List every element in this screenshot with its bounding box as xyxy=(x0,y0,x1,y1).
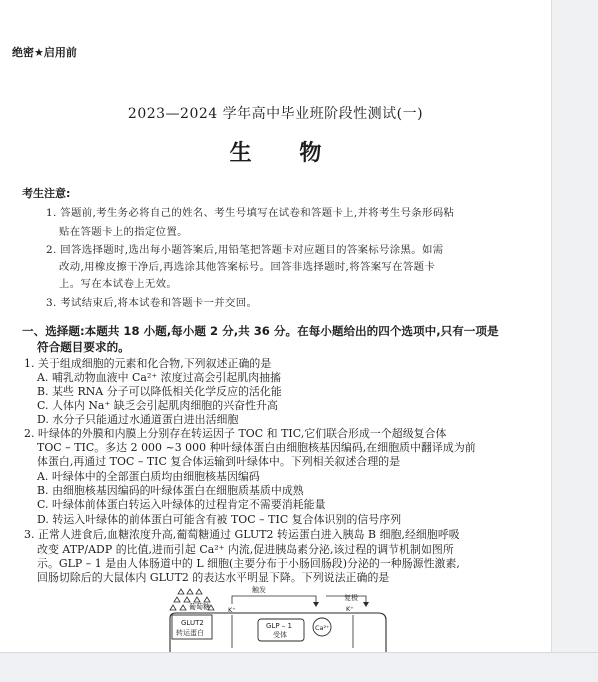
question-1-option-d: D. 水分子只能通过水通道蛋白进出活细胞 xyxy=(37,413,239,426)
viewer-bottom-bar xyxy=(0,652,598,682)
question-1-stem: 1. 关于组成细胞的元素和化合物,下列叙述正确的是 xyxy=(24,357,272,370)
notice-line: 上。写在本试卷上无效。 xyxy=(59,278,178,290)
restore-arrow-head xyxy=(363,602,369,607)
calcium-label: Ca²⁺ xyxy=(315,624,330,632)
question-3-stem: 3. 正常人进食后,血糖浓度升高,葡萄糖通过 GLUT2 转运蛋白进入胰岛 B 细胞,经细胞呼吸 xyxy=(24,528,460,541)
transporter-label: 转运蛋白 xyxy=(176,629,204,637)
section-heading-cont: 符合题目要求的。 xyxy=(37,340,130,354)
k-ion-label: K⁺ xyxy=(228,606,236,614)
notice-line: 改动,用橡皮擦干净后,再选涂其他答案标号。回答非选择题时,将答案写在答题卡 xyxy=(59,261,436,273)
question-3-stem: 改变 ATP/ADP 的比值,进而引起 Ca²⁺ 内流,促进胰岛素分泌,该过程的调节机制如图所 xyxy=(37,543,454,556)
question-3-stem: 回肠切除后的大鼠体内 GLUT2 的表达水平明显下降。下列说法正确的是 xyxy=(37,571,390,584)
confidential-label: 绝密★启用前 xyxy=(12,46,77,59)
question-2-stem: 体蛋白,再通过 TOC – TIC 复合体运输到叶绿体中。下列相关叙述合理的是 xyxy=(37,455,401,468)
question-2-option-b: B. 由细胞核基因编码的叶绿体蛋白在细胞质基质中成熟 xyxy=(37,484,304,497)
insulin-secretion-diagram xyxy=(168,586,388,652)
section-heading: 一、选择题:本题共 18 小题,每小题 2 分,共 36 分。在每小题给出的四个选项中,只有一项是 xyxy=(22,324,499,338)
question-2-option-c: C. 叶绿体前体蛋白转运入叶绿体的过程肯定不需要消耗能量 xyxy=(37,498,326,511)
glut2-label: GLUT2 xyxy=(181,619,204,627)
question-1-option-b: B. 某些 RNA 分子可以降低相关化学反应的活化能 xyxy=(37,385,282,398)
trigger-arrow xyxy=(232,596,316,604)
question-2-option-a: A. 叶绿体中的全部蛋白质均由细胞核基因编码 xyxy=(37,470,260,483)
subject-title: 生 物 xyxy=(229,140,342,166)
receptor-label: 受体 xyxy=(273,631,287,639)
notice-line: 3. 考试结束后,将本试卷和答题卡一并交回。 xyxy=(46,297,258,309)
question-2-stem: TOC – TIC。多达 2 000 ~3 000 种叶绿体蛋白由细胞核基因编码,在细胞质中翻译成为前 xyxy=(37,441,476,454)
trigger-arrow-head xyxy=(313,602,319,607)
notice-line: 贴在答题卡上的指定位置。 xyxy=(59,226,188,238)
exam-title: 2023—2024 学年高中毕业班阶段性测试(一) xyxy=(127,106,424,122)
restore-label: 复极 xyxy=(344,594,358,602)
question-2-option-d: D. 转运入叶绿体的前体蛋白可能含有被 TOC – TIC 复合体识别的信号序列 xyxy=(37,513,402,526)
notice-line: 2. 回答选择题时,选出每小题答案后,用铅笔把答题卡对应题目的答案标号涂黑。如需 xyxy=(46,244,444,256)
glucose-label: 葡萄糖 xyxy=(189,603,210,611)
notice-line: 1. 答题前,考生务必将自己的姓名、考生号填写在试卷和答题卡上,并将考生号条形码粘 xyxy=(46,207,455,219)
vertical-scrollbar[interactable] xyxy=(551,0,598,652)
glp1-label: GLP – 1 xyxy=(266,622,292,630)
question-2-stem: 2. 叶绿体的外膜和内膜上分别存在转运因子 TOC 和 TIC,它们联合形成一个超级复合体 xyxy=(24,427,447,440)
question-3-stem: 示。GLP – 1 是由人体肠道中的 L 细胞(主要分布于小肠回肠段)分泌的一种肠源性激素, xyxy=(37,557,460,570)
notice-heading: 考生注意: xyxy=(22,187,71,200)
trigger-label: 触发 xyxy=(252,586,266,594)
question-1-option-c: C. 人体内 Na⁺ 缺乏会引起肌肉细胞的兴奋性升高 xyxy=(37,399,278,412)
question-1-option-a: A. 哺乳动物血液中 Ca²⁺ 浓度过高会引起肌肉抽搐 xyxy=(37,371,282,384)
k-ion-label-2: K⁺ xyxy=(346,605,354,613)
